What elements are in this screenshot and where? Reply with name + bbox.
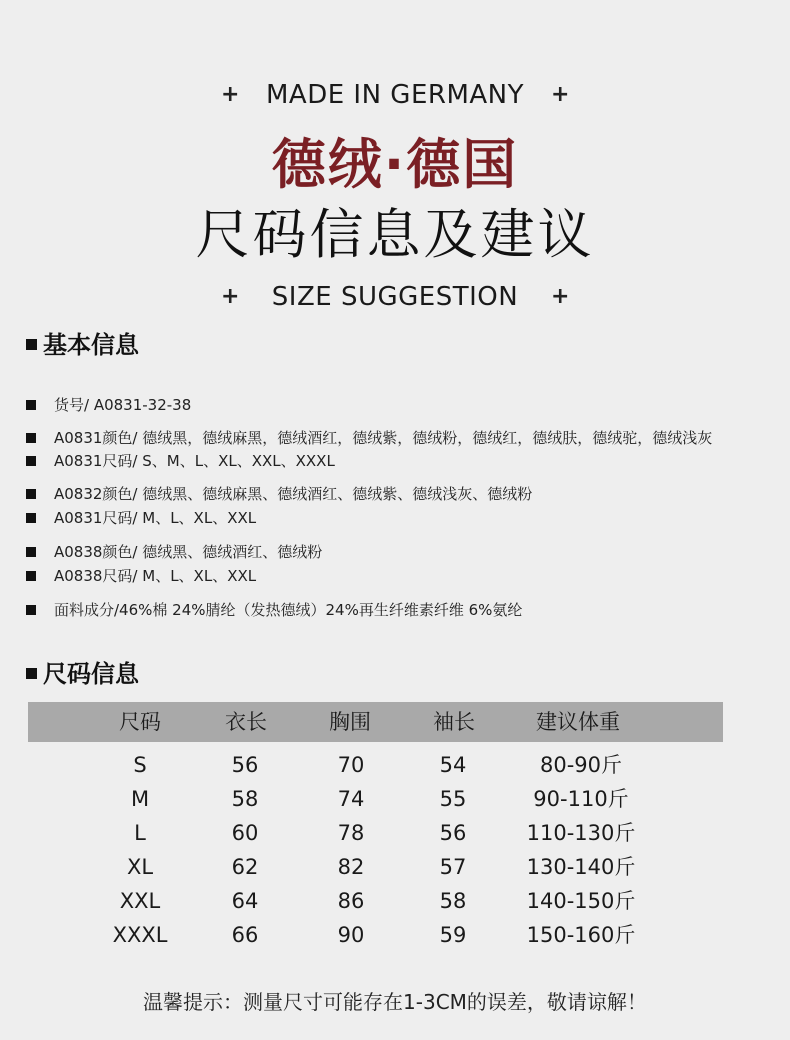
basic-info-heading: 基本信息 bbox=[26, 330, 139, 360]
column-header-length: 衣长 bbox=[225, 710, 267, 734]
cell-length: 66 bbox=[231, 923, 259, 947]
cell-weight: 90-110斤 bbox=[533, 787, 629, 811]
cell-size: L bbox=[134, 821, 146, 845]
info-item-a0831-sizes: A0831尺码/ S、M、L、XL、XXL、XXXL bbox=[26, 451, 335, 471]
plus-mark-left-bottom: + bbox=[221, 284, 240, 309]
cell-size: XL bbox=[126, 855, 154, 879]
cell-sleeve: 55 bbox=[439, 787, 467, 811]
cell-chest: 78 bbox=[337, 821, 365, 845]
cell-sleeve: 57 bbox=[439, 855, 467, 879]
plus-mark-right-top: + bbox=[551, 82, 570, 107]
size-info-heading: 尺码信息 bbox=[26, 659, 139, 689]
bullet-square-icon bbox=[26, 456, 36, 466]
cell-size: XXL bbox=[119, 889, 161, 913]
cell-chest: 74 bbox=[337, 787, 365, 811]
cell-length: 62 bbox=[231, 855, 259, 879]
plus-mark-left-top: + bbox=[221, 82, 240, 107]
bullet-square-icon bbox=[26, 571, 36, 581]
cell-chest: 70 bbox=[337, 753, 365, 777]
cell-length: 58 bbox=[231, 787, 259, 811]
cell-length: 56 bbox=[231, 753, 259, 777]
info-item-a0831-colors: A0831颜色/ 德绒黑，德绒麻黑，德绒酒红，德绒紫，德绒粉，德绒红，德绒肤，德绒驼，德绒浅灰 bbox=[26, 428, 712, 448]
size-table-header bbox=[28, 702, 723, 742]
cell-chest: 86 bbox=[337, 889, 365, 913]
made-in-germany-tagline: MADE IN GERMANY bbox=[265, 80, 524, 110]
cell-chest: 90 bbox=[337, 923, 365, 947]
bullet-square-icon bbox=[26, 547, 36, 557]
cell-sleeve: 59 bbox=[439, 923, 467, 947]
cell-sleeve: 54 bbox=[439, 753, 467, 777]
bullet-square-icon bbox=[26, 489, 36, 499]
info-item-a0838-sizes: A0838尺码/ M、L、XL、XXL bbox=[26, 566, 256, 586]
footer-note: 温馨提示：测量尺寸可能存在1-3CM的误差，敬请谅解！ bbox=[143, 990, 647, 1014]
bullet-square-icon bbox=[26, 400, 36, 410]
cell-weight: 150-160斤 bbox=[526, 923, 636, 947]
cell-weight: 130-140斤 bbox=[526, 855, 636, 879]
info-item-fabric: 面料成分/46%棉 24%腈纶（发热德绒）24%再生纤维素纤维 6%氨纶 bbox=[26, 600, 522, 620]
bullet-square-icon bbox=[26, 605, 36, 615]
cell-size: M bbox=[130, 787, 150, 811]
cell-sleeve: 56 bbox=[439, 821, 467, 845]
cell-weight: 110-130斤 bbox=[526, 821, 636, 845]
bullet-square-icon bbox=[26, 433, 36, 443]
column-header-chest: 胸围 bbox=[329, 710, 371, 734]
bullet-square-icon bbox=[26, 339, 37, 350]
page-title: 尺码信息及建议 bbox=[195, 203, 595, 266]
cell-weight: 140-150斤 bbox=[526, 889, 636, 913]
info-item-a0832-colors: A0832颜色/ 德绒黑、德绒麻黑、德绒酒红、德绒紫、德绒浅灰、德绒粉 bbox=[26, 484, 532, 504]
brand-title: 德绒·德国 bbox=[271, 133, 519, 196]
plus-mark-right-bottom: + bbox=[551, 284, 570, 309]
bullet-square-icon bbox=[26, 668, 37, 679]
cell-length: 60 bbox=[231, 821, 259, 845]
info-item-a0832-sizes: A0831尺码/ M、L、XL、XXL bbox=[26, 508, 256, 528]
cell-weight: 80-90斤 bbox=[539, 753, 623, 777]
size-suggestion-tagline: SIZE SUGGESTION bbox=[271, 282, 519, 312]
cell-chest: 82 bbox=[337, 855, 365, 879]
info-item-a0838-colors: A0838颜色/ 德绒黑、德绒酒红、德绒粉 bbox=[26, 542, 322, 562]
cell-sleeve: 58 bbox=[439, 889, 467, 913]
bullet-square-icon bbox=[26, 513, 36, 523]
column-header-sleeve: 袖长 bbox=[433, 710, 475, 734]
cell-size: S bbox=[133, 753, 147, 777]
cell-length: 64 bbox=[231, 889, 259, 913]
column-header-weight: 建议体重 bbox=[536, 710, 620, 734]
cell-size: XXXL bbox=[112, 923, 168, 947]
column-header-size: 尺码 bbox=[119, 710, 161, 734]
info-item-sku: 货号/ A0831-32-38 bbox=[26, 395, 191, 415]
